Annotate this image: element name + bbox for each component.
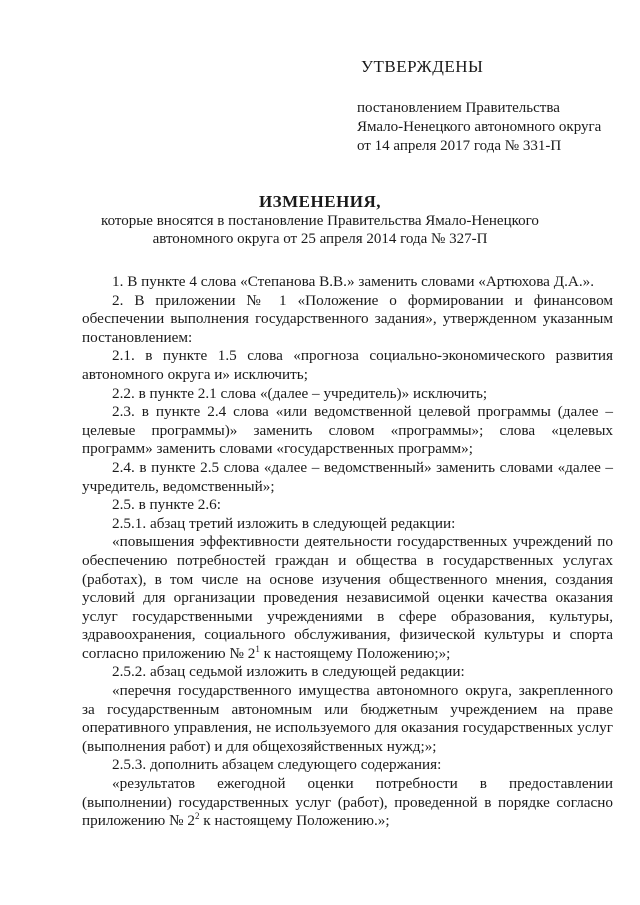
paragraph-2-5-1: 2.5.1. абзац третий изложить в следующей редакции: [112,514,456,532]
paragraph-2-2: 2.2. в пункте 2.1 слова «(далее – учредитель)» исключить; [112,384,488,402]
paragraph-2-4: 2.4. в пункте 2.5 слова «далее – ведомственный» заменить словами «далее – учредитель, ведомственный»; [82,458,613,495]
paragraph-2-5-1-main: «повышения эффективности деятельности государственных учреждений по обеспечению потребностей граждан и общества в государственных услугах (работах), в том числе на основе изучения общественного мнения, создания условий для организации проведения независимой оценки качества оказания услуг государственными учреждениями в сфере образования, культуры, здравоохранения, социального обслуживания, физической культуры и спорта согласно приложению № 2 [82,533,613,662]
approval-line-2: Ямало-Ненецкого автономного округа [357,119,602,135]
paragraph-2-5-3-tail: к настоящему Положению.»; [199,812,390,830]
paragraph-2-1: 2.1. в пункте 1.5 слова «прогноза социально-экономического развития автономного округа и» исключить; [82,347,613,383]
approval-title: УТВЕРЖДЕНЫ [361,57,484,76]
paragraph-2-5-3: 2.5.3. дополнить абзацем следующего содержания: [112,756,442,774]
paragraph-2-5-2: 2.5.2. абзац седьмой изложить в следующей редакции: [112,663,465,681]
paragraph-2-5-1-text [82,533,613,663]
paragraph-2-3: 2.3. в пункте 2.4 слова «или ведомственной целевой программы (далее – целевые программы)» заменить словом «программы»; слова «целевых программ» заменить словами «государственных программ»; [82,403,613,458]
document-body [82,273,613,831]
document-subtitle [60,212,580,248]
approval-block [357,57,627,156]
paragraph-2-5-3-main: «результатов ежегодной оценки потребности в предоставлении (выполнении) государственных услуг (работ), проведенной в порядке согласно приложению № 2 [82,775,613,830]
paragraph-2-5: 2.5. в пункте 2.6: [112,496,221,514]
paragraph-1: 1. В пункте 4 слова «Степанова В.В.» заменить словами «Артюхова Д.А.». [112,273,595,290]
approval-line-1: постановлением Правительства [357,100,560,116]
document-subtitle-line-1: которые вносятся в постановление Правительства Ямало-Ненецкого [101,213,539,229]
paragraph-2: 2. В приложении № 1 «Положение о формировании и финансовом обеспечении выполнения государственного задания», утвержденном указанным постановлением: [82,291,613,346]
paragraph-2-5-3-text [82,775,613,831]
paragraph-2-5-3-superscript: 2 [194,811,200,822]
approval-line-3: от 14 апреля 2017 года № 331-П [357,138,562,154]
document-subtitle-line-2: автономного округа от 25 апреля 2014 года № 327-П [152,231,488,247]
paragraph-2-5-2-text: «перечня государственного имущества автономного округа, закрепленного за государственным автономным или бюджетным учреждением на праве оперативного управления, не используемого для оказания государственных услуг (выполнения работ) и для общехозяйственных нужд;»; [82,682,613,755]
document-title: ИЗМЕНЕНИЯ, [258,192,382,211]
paragraph-2-5-1-superscript: 1 [255,643,260,654]
paragraph-2-5-1-tail: к настоящему Положению;»; [259,644,451,662]
